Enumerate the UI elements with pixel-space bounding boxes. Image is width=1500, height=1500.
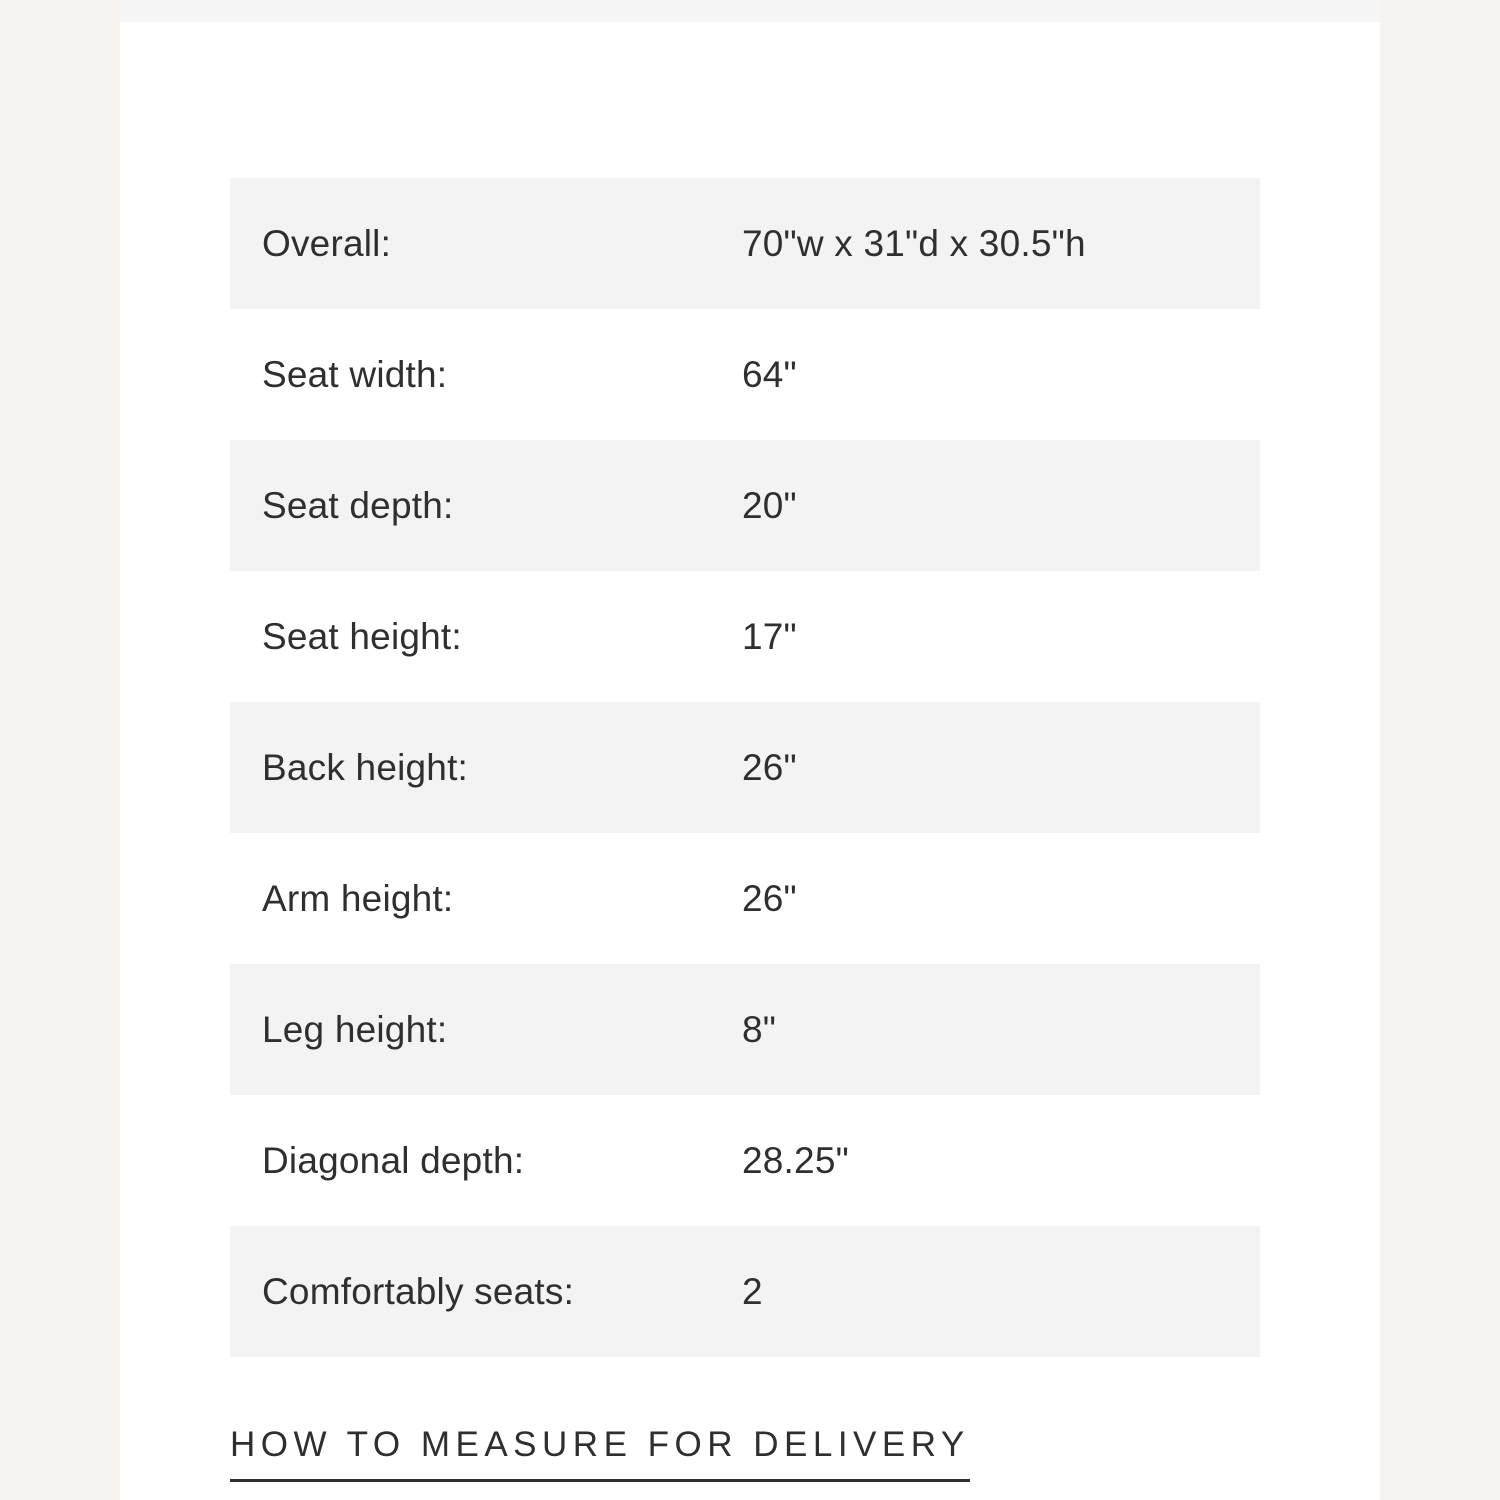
how-to-measure-link[interactable]: HOW TO MEASURE FOR DELIVERY (230, 1425, 970, 1482)
dimensions-table (230, 178, 1260, 1357)
table-row (230, 1095, 1260, 1226)
product-specs-page (120, 0, 1380, 1500)
top-divider-strip (120, 0, 1380, 22)
table-row (230, 702, 1260, 833)
spec-value: 28.25" (742, 1139, 849, 1181)
table-row (230, 833, 1260, 964)
table-row (230, 571, 1260, 702)
spec-label: Seat depth: (262, 484, 454, 526)
spec-label: Overall: (262, 222, 392, 264)
spec-label: Seat height: (262, 615, 462, 657)
table-row (230, 178, 1260, 309)
spec-value: 26" (742, 746, 797, 788)
spec-value: 2 (742, 1270, 763, 1312)
table-row (230, 440, 1260, 571)
spec-value: 8" (742, 1008, 777, 1050)
spec-value: 64" (742, 353, 797, 395)
spec-label: Leg height: (262, 1008, 448, 1050)
spec-value: 17" (742, 615, 797, 657)
spec-label: Comfortably seats: (262, 1270, 575, 1312)
table-row (230, 964, 1260, 1095)
spec-value: 26" (742, 877, 797, 919)
table-row (230, 309, 1260, 440)
spec-label: Diagonal depth: (262, 1139, 525, 1181)
table-row (230, 1226, 1260, 1357)
spec-label: Seat width: (262, 353, 448, 395)
spec-label: Arm height: (262, 877, 454, 919)
spec-value: 20" (742, 484, 797, 526)
spec-value: 70"w x 31"d x 30.5"h (742, 222, 1086, 264)
spec-label: Back height: (262, 746, 469, 788)
